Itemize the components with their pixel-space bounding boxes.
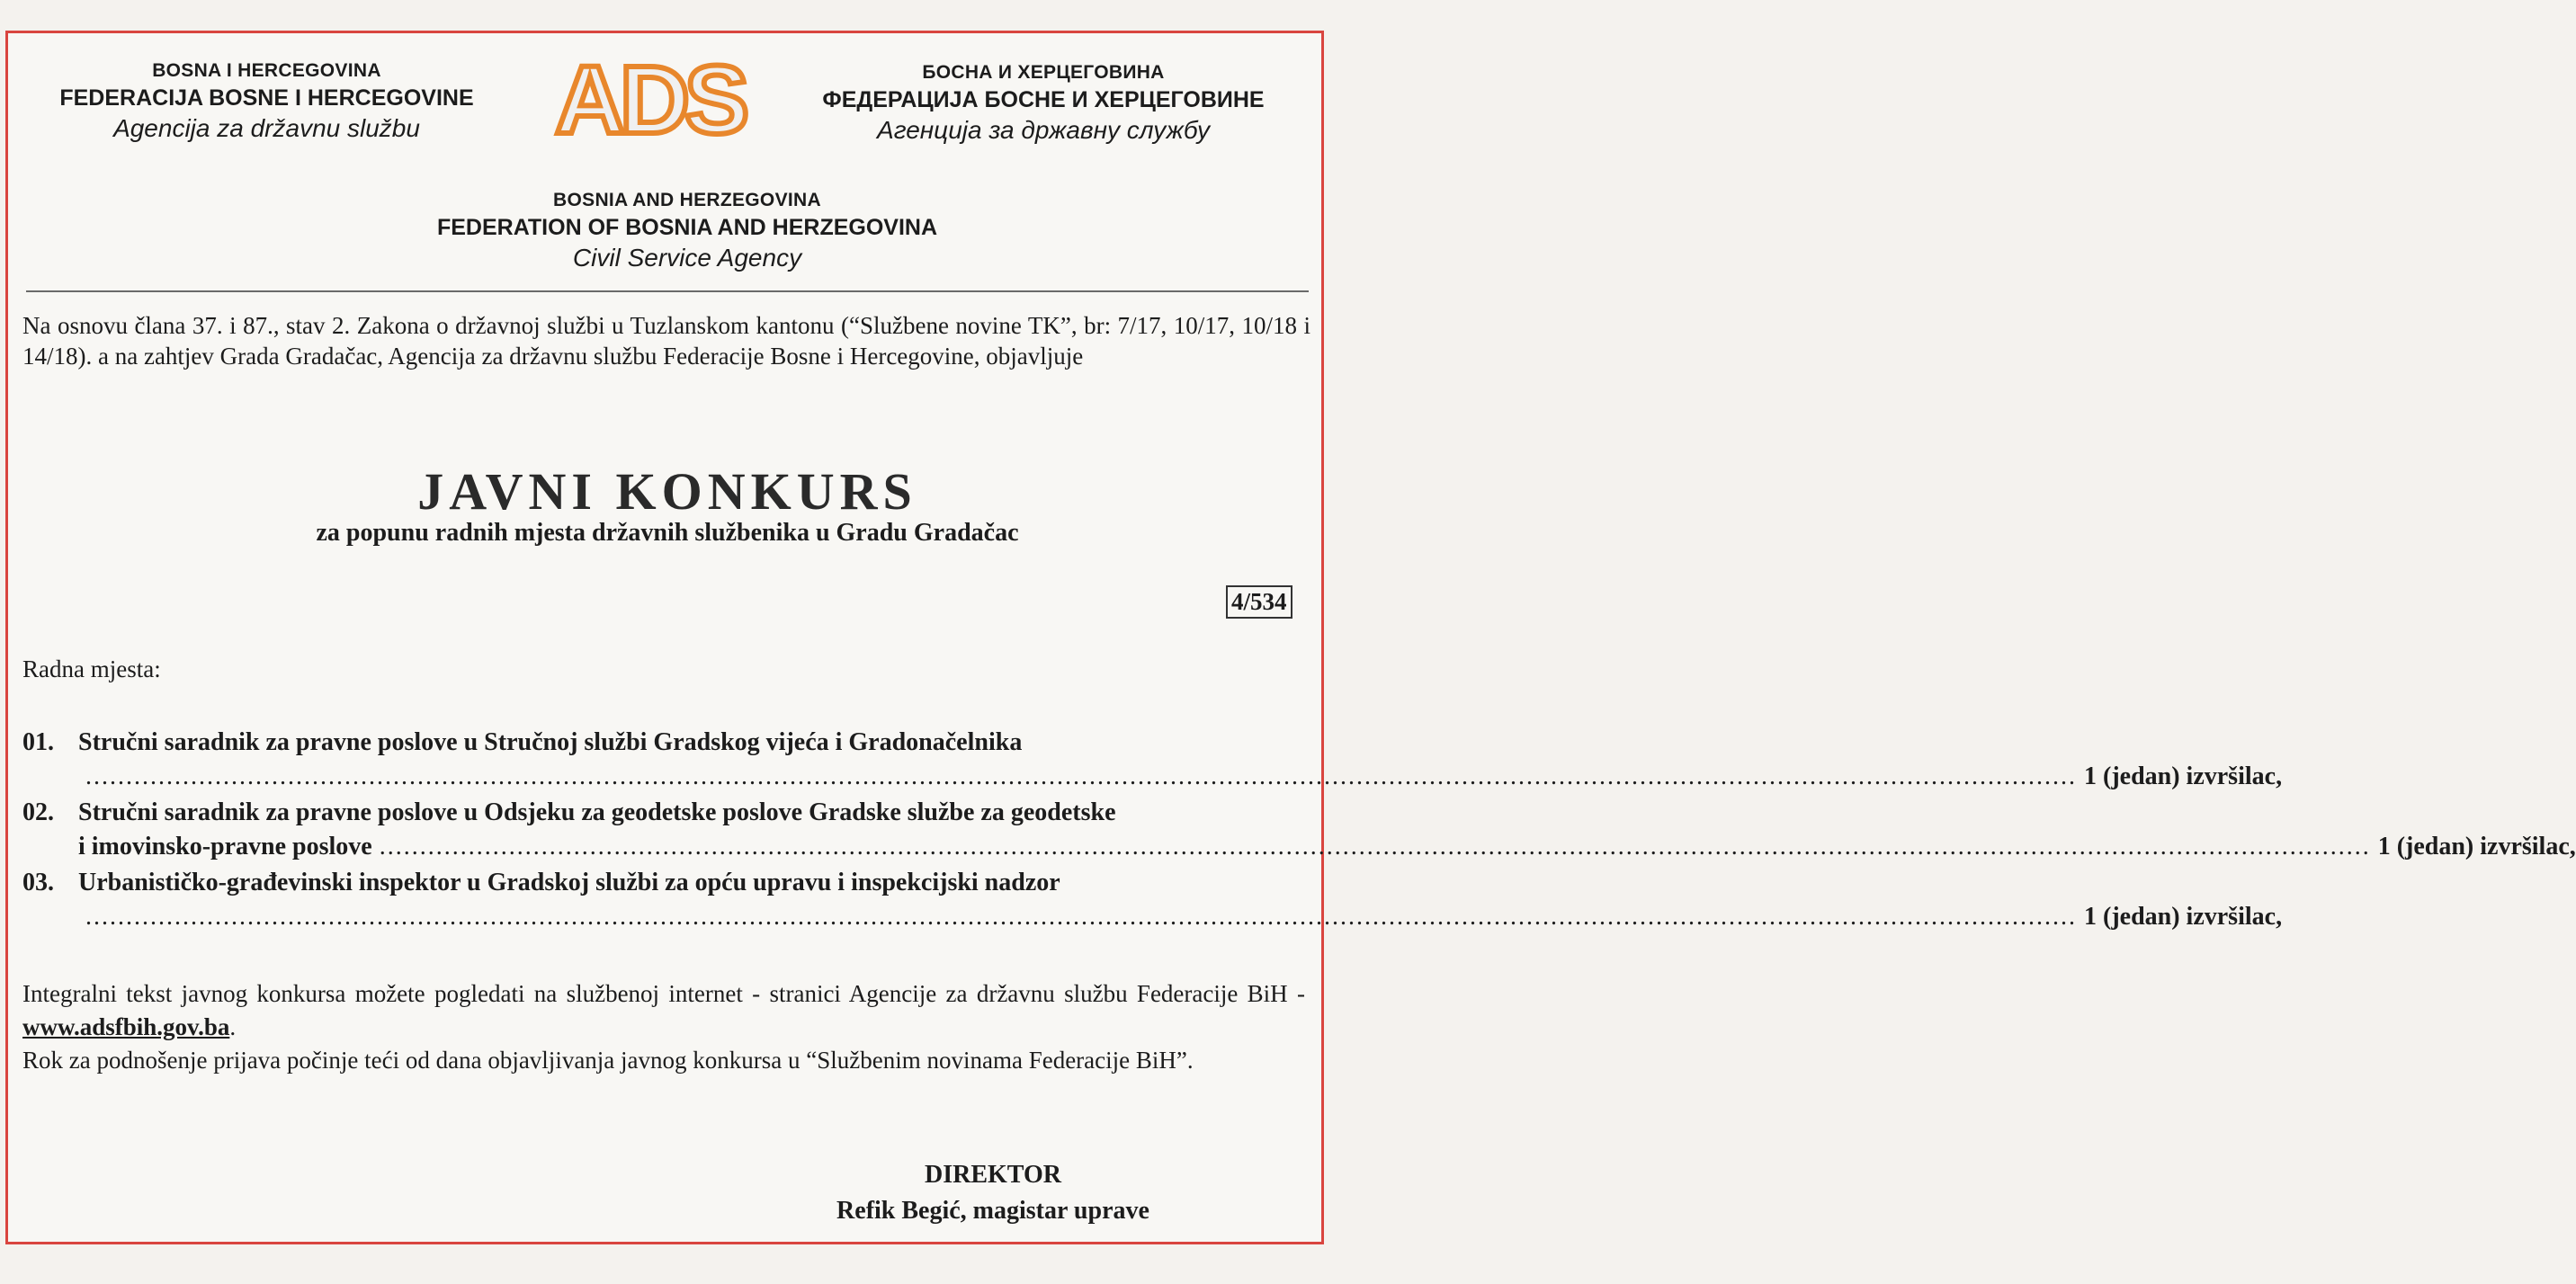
position-count: 1 (jedan) izvršilac,	[2084, 903, 2283, 931]
header-cyrillic	[787, 60, 1300, 147]
integral-text-paragraph	[22, 977, 1305, 1044]
federation-name-latin: FEDERACIJA BOSNE I HERCEGOVINE	[59, 85, 474, 111]
reference-number: 4/534	[1226, 585, 1292, 619]
agency-name-english: Civil Service Agency	[572, 244, 802, 272]
deadline-paragraph: Rok za podnošenje prijava počinje teći od dana objavljivanja javnog konkursa u “Službenim novinama Federacije BiH”.	[22, 1047, 1194, 1074]
federation-name-english: FEDERATION OF BOSNIA AND HERZEGOVINA	[436, 215, 938, 240]
position-number: 01.	[22, 728, 54, 756]
country-name-cyrillic: БОСНА И ХЕРЦЕГОВИНА	[922, 62, 1165, 83]
position-item	[22, 866, 2283, 934]
integral-text-end: .	[229, 1013, 237, 1040]
leader-dots: ......................................................................................................................................................................................................................................................	[85, 903, 2077, 931]
federation-name-cyrillic: ФЕДЕРАЦИЈА БОСНЕ И ХЕРЦЕГОВИНЕ	[822, 87, 1265, 112]
position-title-continuation: i imovinsko-pravne poslove	[78, 833, 372, 860]
leader-dots: ......................................................................................................................................................................................................................................................	[85, 762, 2077, 790]
signature-role: DIREKTOR	[925, 1161, 1061, 1189]
agency-website-link[interactable]: www.adsfbih.gov.ba	[22, 1013, 230, 1040]
position-item	[22, 726, 2283, 794]
agency-name-cyrillic: Агенција за државну службу	[877, 116, 1210, 144]
intro-paragraph: Na osnovu člana 37. i 87., stav 2. Zakona o državnoj službi u Tuzlanskom kantonu (“Službene novine TK”, br: 7/17, 10/17, 10/18 i 14/18). a na zahtjev Grada Gradačac, Agencija za državnu službu Federacije Bosne i Hercegovine, objavljuje	[22, 312, 1310, 370]
notice-title: JAVNI KONKURS	[417, 462, 917, 521]
ads-logo-text: ADS	[554, 45, 745, 154]
notice-frame	[5, 31, 2576, 1244]
positions-list	[22, 726, 2576, 936]
country-name-english: BOSNIA AND HERZEGOVINA	[553, 190, 821, 210]
position-item	[22, 796, 2576, 864]
closing-text	[22, 977, 1305, 1077]
position-number: 02.	[22, 798, 54, 826]
position-count: 1 (jedan) izvršilac,	[2084, 762, 2283, 790]
country-name-latin: BOSNA I HERCEGOVINA	[152, 60, 381, 81]
integral-text: Integralni tekst javnog konkursa možete pogledati na službenoj internet - stranici Agencije za državnu službu Federacije BiH -	[22, 980, 1305, 1007]
positions-label: Radna mjesta:	[22, 655, 161, 682]
signature-block	[800, 1157, 1186, 1229]
position-title: Urbanističko-građevinski inspektor u Gradskoj službi za opću upravu i inspekcijski nadzor	[78, 869, 1060, 896]
header-latin	[26, 58, 507, 145]
ads-logo	[537, 45, 762, 154]
position-count: 1 (jedan) izvršilac,	[2377, 833, 2576, 860]
signature-name: Refik Begić, magistar uprave	[836, 1197, 1149, 1225]
header-english	[386, 188, 988, 274]
leader-dots: ......................................................................................................................................................................................................................................................	[379, 833, 2371, 860]
position-title: Stručni saradnik za pravne poslove u Odsjeku za geodetske poslove Gradske službe za geodetske	[78, 798, 1116, 826]
position-title: Stručni saradnik za pravne poslove u Stručnoj službi Gradskog vijeća i Gradonačelnika	[78, 728, 1023, 756]
header-divider	[26, 290, 1309, 292]
agency-name-latin: Agencija za državnu službu	[113, 114, 420, 142]
position-number: 03.	[22, 869, 54, 896]
notice-subtitle: za popunu radnih mjesta državnih službenika u Gradu Gradačac	[316, 519, 1019, 547]
